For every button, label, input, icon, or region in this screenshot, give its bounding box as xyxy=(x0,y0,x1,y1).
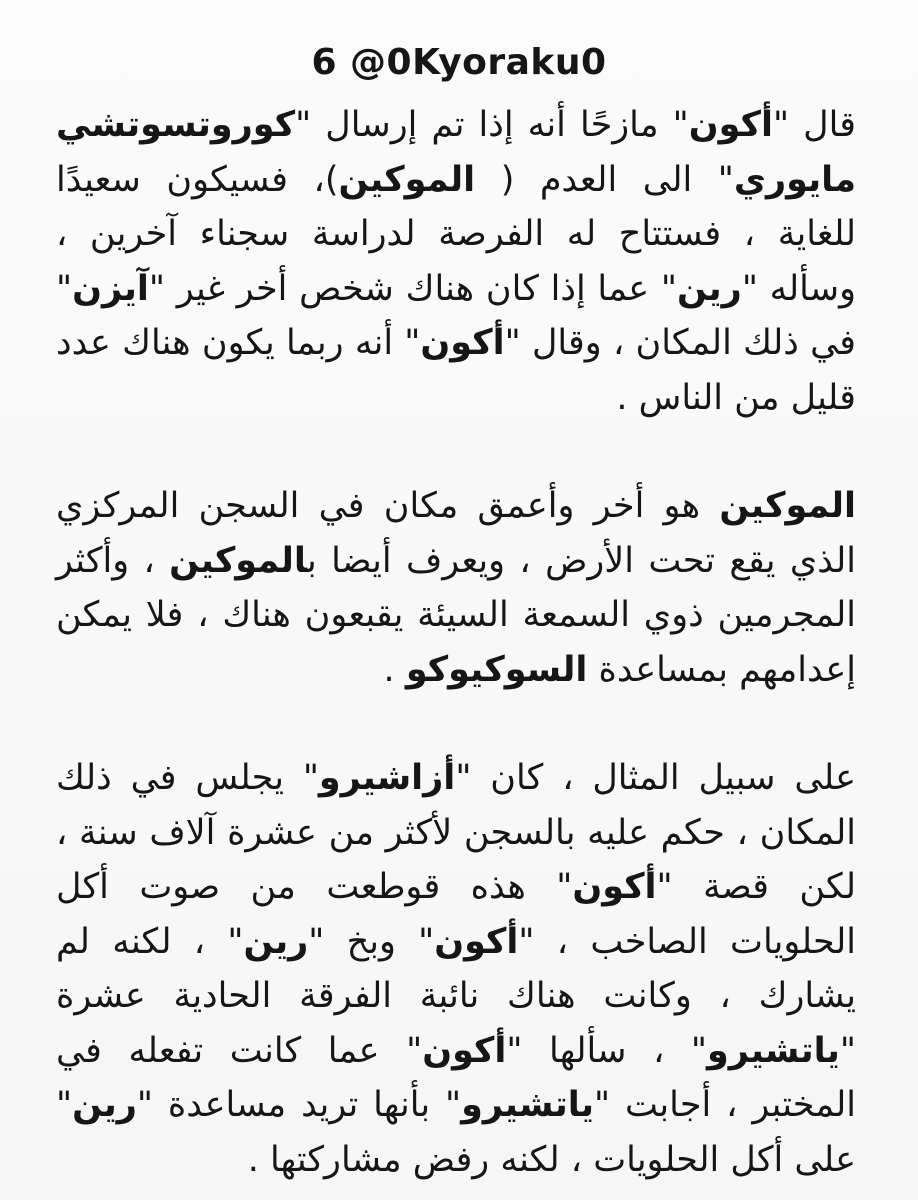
text-run: على سبيل المثال ، كان " xyxy=(455,758,856,798)
text-run: " عما كانت تفعله في المختبر ، أجابت " xyxy=(56,1030,856,1125)
name-highlight: رين xyxy=(677,268,742,309)
text-run: " يجلس في ذلك المكان ، حكم عليه بالسجن لأكثر من عشرة آلاف سنة ، لكن قصة " xyxy=(56,758,856,907)
paragraph-2 xyxy=(56,479,856,697)
name-highlight: رين xyxy=(72,1085,137,1125)
name-highlight: الموكين xyxy=(719,486,856,526)
name-highlight: أكون xyxy=(572,867,657,907)
text-run: " مازحًا أنه إذا تم إرسال " xyxy=(295,105,689,145)
name-highlight: أكون xyxy=(422,1030,507,1071)
post-header xyxy=(0,40,918,86)
text-run: هو أخر وأعمق مكان في السجن المركزي الذي يقع تحت الأرض ، ويعرف أيضا ب xyxy=(56,486,856,581)
text-run: " وبخ " xyxy=(308,921,435,962)
name-highlight: أكون xyxy=(688,105,773,145)
name-highlight: أزاشيرو xyxy=(318,758,456,798)
article-body xyxy=(56,98,856,1187)
paragraph-1 xyxy=(56,98,856,425)
text-run: قال " xyxy=(772,105,856,145)
text-run: " عما إذا كان هناك شخص أخر غير " xyxy=(148,268,678,309)
paragraph-3 xyxy=(56,751,856,1187)
name-highlight: الموكين xyxy=(169,540,308,581)
text-run: " هذه قوطعت من صوت أكل الحلويات الصاخب ، " xyxy=(56,867,856,962)
text-run: " الى العدم ( xyxy=(475,159,734,200)
text-run: ، وأكثر المجرمين ذوي السمعة السيئة يقبعون هناك ، فلا يمكن إعدامهم بمساعدة xyxy=(56,540,856,690)
name-highlight: ياتشيرو xyxy=(461,1085,595,1125)
text-run: " بأنها تريد مساعدة " xyxy=(136,1085,462,1125)
text-run: " ، لكنه لم يشارك ، وكانت هناك نائبة الفرقة الحادية عشرة " xyxy=(56,921,857,1071)
name-highlight: كوروتسوتشي مايوري xyxy=(56,105,856,200)
page-number: 6 xyxy=(311,42,337,83)
name-highlight: الموكين xyxy=(338,159,476,200)
author-handle: @0Kyoraku0 xyxy=(350,42,607,83)
text-run: )، فسيكون سعيدًا للغاية ، فستتاح له الفرصة لدراسة سجناء آخرين ، وسأله " xyxy=(56,159,857,309)
text-run: " على أكل الحلويات ، لكنه رفض مشاركتها . xyxy=(56,1085,856,1180)
text-run: " أنه ربما يكون هناك عدد قليل من الناس . xyxy=(56,323,856,418)
name-highlight: رين xyxy=(243,921,309,962)
name-highlight: أكون xyxy=(420,323,505,363)
text-run: " ، سألها " xyxy=(506,1030,708,1071)
name-highlight: ياتشيرو xyxy=(707,1030,840,1071)
name-highlight: السوكيوكو xyxy=(405,649,588,690)
text-run: . xyxy=(383,649,406,690)
name-highlight: آيزن xyxy=(72,268,149,309)
name-highlight: أكون xyxy=(434,921,519,962)
text-run: " في ذلك المكان ، وقال " xyxy=(56,268,856,363)
